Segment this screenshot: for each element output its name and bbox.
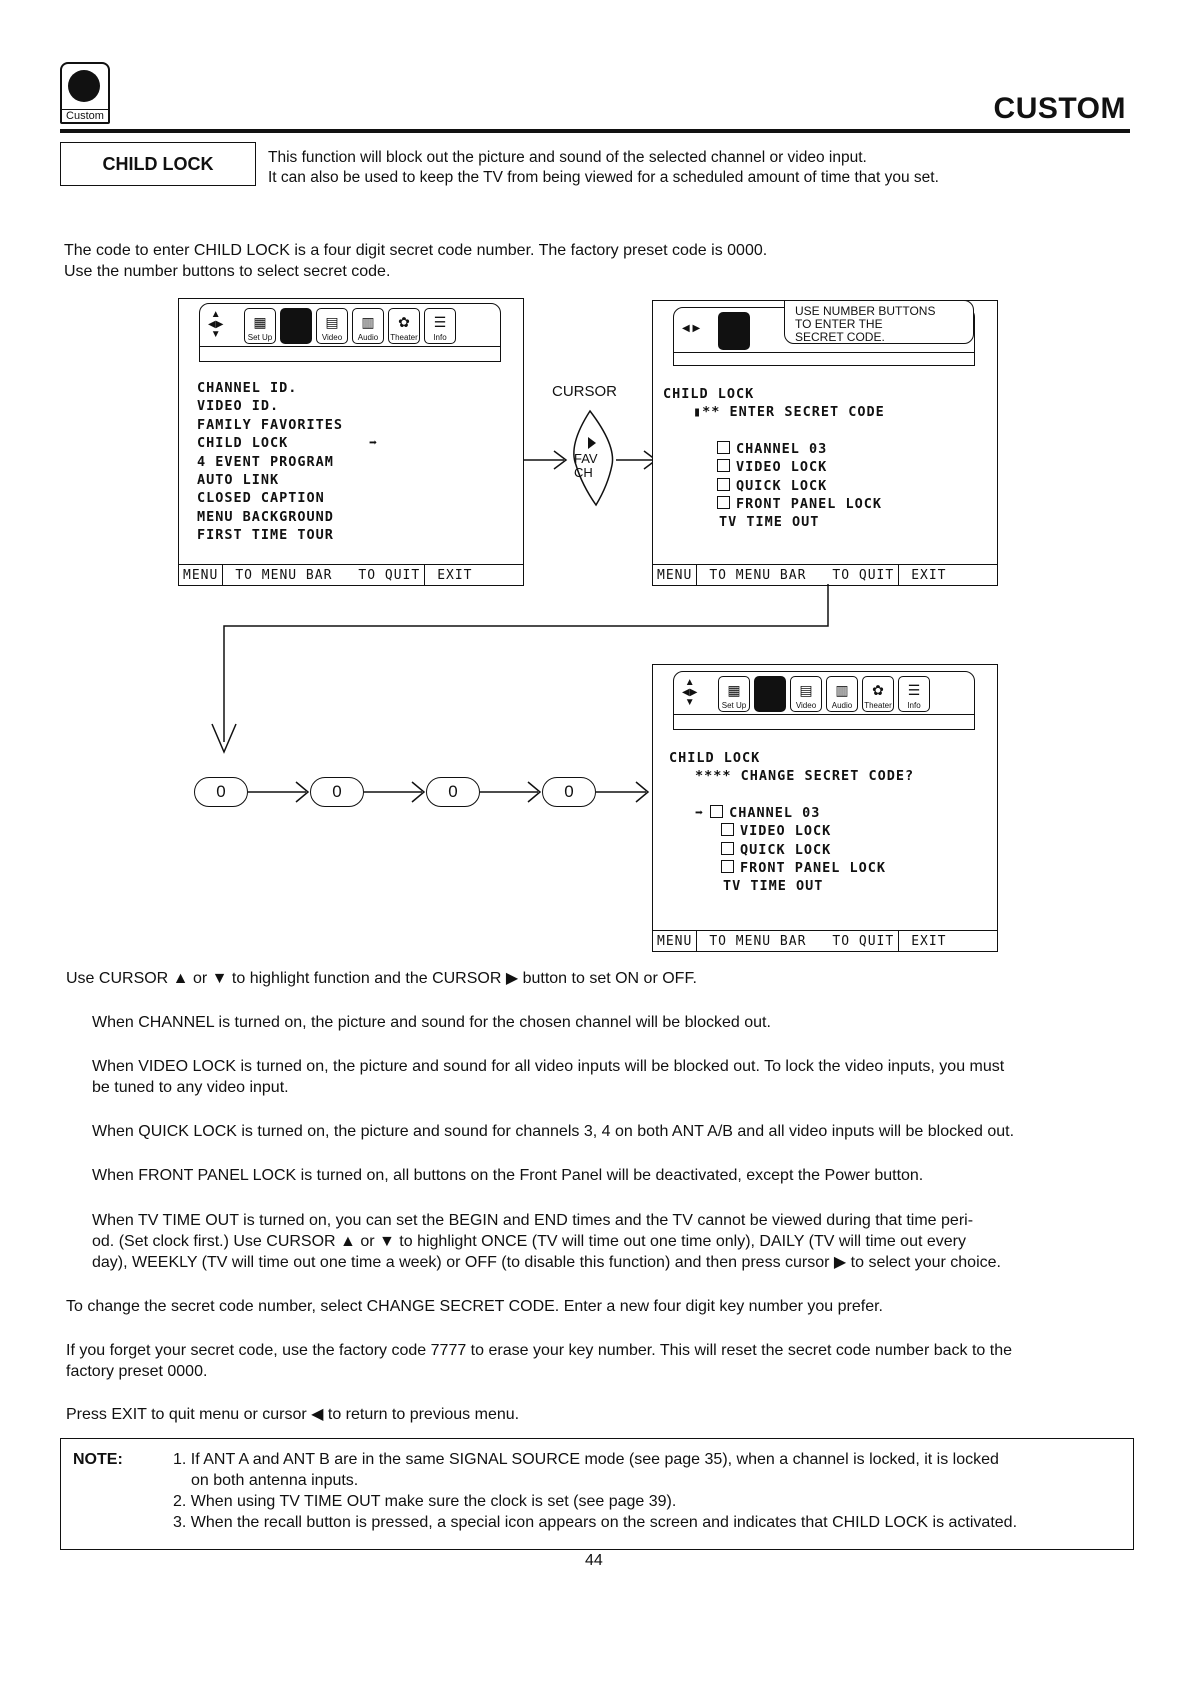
- info-tile-icon: ☰ Info: [898, 676, 930, 712]
- icon-bar-1: [199, 303, 501, 347]
- quick-lock-description: When QUICK LOCK is turned on, the picture and sound for channels 3, 4 on both ANT A/B and all video inputs will be blocked out.: [92, 1123, 1015, 1140]
- selection-pointer-icon: ➡: [695, 804, 705, 821]
- checkbox-icon: [721, 842, 734, 855]
- note-item-3: 3. When the recall button is pressed, a special icon appears on the screen and indicates that CHILD LOCK is activated.: [173, 1514, 1018, 1531]
- header-rule: [60, 129, 1130, 133]
- note-label: NOTE:: [73, 1451, 123, 1468]
- code-stars: **: [702, 404, 721, 421]
- code-entry-icon: ▮: [693, 404, 703, 421]
- checkbox-icon: [721, 860, 734, 873]
- menu-item-video-id[interactable]: VIDEO ID.: [197, 398, 280, 415]
- icon-bar-3: [673, 671, 975, 715]
- custom-tile-icon: [754, 676, 786, 712]
- screen-footer-1: [179, 564, 523, 585]
- video-tile-icon: ▤ Video: [790, 676, 822, 712]
- icon-bar-rule-3: [673, 715, 975, 730]
- exit-instruction: Press EXIT to quit menu or cursor ◀ to return to previous menu.: [66, 1406, 520, 1423]
- fav-label: FAV: [574, 451, 598, 466]
- banner-line-1: USE NUMBER BUTTONS: [795, 304, 936, 318]
- option-front-panel-lock[interactable]: FRONT PANEL LOCK: [663, 495, 885, 513]
- intro-line-2: It can also be used to keep the TV from being viewed for a scheduled amount of time that you set.: [268, 169, 939, 186]
- child-lock-change-list: [669, 749, 914, 896]
- video-tile-icon: ▤ Video: [316, 308, 348, 344]
- section-label-box: CHILD LOCK: [60, 142, 256, 186]
- option-tv-time-out[interactable]: TV TIME OUT: [719, 514, 820, 531]
- digit-arrows: [248, 770, 652, 814]
- fav-ch-label: [574, 452, 598, 480]
- footer-exit: EXIT: [911, 933, 947, 949]
- menu-item-family-favorites[interactable]: FAMILY FAVORITES: [197, 416, 344, 433]
- footer-to-quit: TO QUIT: [832, 933, 895, 949]
- selection-pointer-icon: ➡: [369, 435, 379, 452]
- menu-item-child-lock-row[interactable]: [197, 434, 379, 452]
- info-tile-icon: ☰ Info: [424, 308, 456, 344]
- screen-footer-3: [653, 930, 997, 951]
- checkbox-icon: [710, 805, 723, 818]
- cursor-instruction: Use CURSOR ▲ or ▼ to highlight function and the CURSOR ▶ button to set ON or OFF.: [66, 970, 697, 987]
- checkbox-icon: [717, 441, 730, 454]
- channel-description: When CHANNEL is turned on, the picture and sound for the chosen channel will be blocked out.: [92, 1014, 771, 1031]
- icon-bar-rule-2: [673, 351, 975, 366]
- code-digit-3: 0: [426, 777, 480, 807]
- footer-menu: MENU: [657, 567, 693, 583]
- footer-to-menu-bar: TO MENU BAR: [709, 933, 807, 949]
- checkbox-icon: [717, 459, 730, 472]
- custom-tile-icon-2: [718, 312, 750, 350]
- checkbox-icon: [717, 478, 730, 491]
- code-digit-2: 0: [310, 777, 364, 807]
- option-video-lock[interactable]: VIDEO LOCK: [669, 822, 914, 840]
- forget-code-line-1: If you forget your secret code, use the factory code 7777 to erase your key number. This will reset the secret code number back to the: [66, 1342, 1012, 1359]
- video-lock-line-1: When VIDEO LOCK is turned on, the picture and sound for all video inputs will be blocked out. To lock the video inputs, you must: [92, 1058, 1005, 1075]
- checkbox-icon: [721, 823, 734, 836]
- enter-code-row: [663, 403, 885, 421]
- option-quick-lock[interactable]: QUICK LOCK: [669, 841, 914, 859]
- setup-tile-icon: ▦ Set Up: [244, 308, 276, 344]
- icon-bar-2: [673, 304, 975, 353]
- tv-time-out-line-3: day), WEEKLY (TV will time out one time a week) or OFF (to disable this function) and then press cursor ▶ to select your choice.: [92, 1254, 1001, 1271]
- nav-arrows-icon: ▲ ◀▶ ▼: [682, 677, 698, 708]
- change-code-prompt: CHANGE SECRET CODE?: [740, 768, 915, 785]
- menu-item-closed-caption[interactable]: CLOSED CAPTION: [197, 490, 325, 507]
- note-item-1: 1. If ANT A and ANT B are in the same SIGNAL SOURCE mode (see page 35), when a channel is locked, it is locked: [173, 1451, 999, 1468]
- change-code-row[interactable]: [669, 767, 914, 785]
- tv-time-out-line-2: od. (Set clock first.) Use CURSOR ▲ or ▼ to highlight ONCE (TV will time out one time only), DAILY (TV will time out every: [92, 1233, 966, 1250]
- note-items: [173, 1449, 1017, 1533]
- tv-time-out-line-1: When TV TIME OUT is turned on, you can set the BEGIN and END times and the TV cannot be viewed during that time peri-: [92, 1212, 974, 1229]
- custom-menu-icon: [60, 62, 110, 124]
- code-intro-line-1: The code to enter CHILD LOCK is a four digit secret code number. The factory preset code is 0000.: [64, 242, 768, 259]
- code-digit-1: 0: [194, 777, 248, 807]
- banner-line-3: SECRET CODE.: [795, 330, 885, 344]
- note-item-1-cont: on both antenna inputs.: [191, 1472, 359, 1489]
- video-lock-description: [92, 1056, 1004, 1098]
- option-quick-lock[interactable]: QUICK LOCK: [663, 477, 885, 495]
- option-video-lock[interactable]: VIDEO LOCK: [663, 458, 885, 476]
- footer-exit: EXIT: [437, 567, 473, 583]
- intro-line-1: This function will block out the picture and sound of the selected channel or video input.: [268, 149, 867, 166]
- footer-menu: MENU: [657, 933, 693, 949]
- checkbox-icon: [717, 496, 730, 509]
- enter-code-prompt: ENTER SECRET CODE: [729, 404, 885, 421]
- forget-code-description: [66, 1340, 1012, 1382]
- code-intro: [64, 240, 767, 282]
- custom-tile-icon: [280, 308, 312, 344]
- child-lock-title: CHILD LOCK: [663, 386, 755, 402]
- menu-item-4-event-program[interactable]: 4 EVENT PROGRAM: [197, 453, 334, 470]
- page-title: CUSTOM: [993, 92, 1126, 125]
- code-intro-line-2: Use the number buttons to select secret code.: [64, 263, 391, 280]
- front-panel-description: When FRONT PANEL LOCK is turned on, all buttons on the Front Panel will be deactivated, except the Power button.: [92, 1167, 924, 1184]
- footer-to-menu-bar: TO MENU BAR: [235, 567, 333, 583]
- code-digit-4: 0: [542, 777, 596, 807]
- option-front-panel-lock[interactable]: FRONT PANEL LOCK: [669, 859, 914, 877]
- option-channel[interactable]: ➡ CHANNEL 03: [695, 804, 821, 821]
- left-right-arrows-icon: ◀ ▶: [682, 323, 701, 334]
- footer-to-quit: TO QUIT: [832, 567, 895, 583]
- custom-disc-icon: [68, 70, 100, 102]
- code-stars: ****: [695, 768, 732, 785]
- note-item-2: 2. When using TV TIME OUT make sure the clock is set (see page 39).: [173, 1493, 677, 1510]
- theater-tile-icon: ✿ Theater: [862, 676, 894, 712]
- custom-icon-caption: Custom: [62, 109, 108, 122]
- theater-tile-icon: ✿ Theater: [388, 308, 420, 344]
- banner-line-2: TO ENTER THE: [795, 317, 883, 331]
- custom-menu-list: [197, 379, 379, 545]
- child-lock-enter-list: [663, 385, 885, 532]
- cursor-label: CURSOR: [552, 383, 618, 400]
- footer-to-quit: TO QUIT: [358, 567, 421, 583]
- option-channel[interactable]: CHANNEL 03: [663, 440, 885, 458]
- menu-screen-1: [178, 298, 524, 586]
- menu-item-first-time-tour[interactable]: FIRST TIME TOUR: [197, 527, 334, 544]
- audio-tile-icon: ▥ Audio: [826, 676, 858, 712]
- child-lock-title: CHILD LOCK: [669, 750, 761, 766]
- audio-tile-icon: ▥ Audio: [352, 308, 384, 344]
- section-intro: [268, 148, 939, 188]
- icon-bar-rule: [199, 347, 501, 362]
- forget-code-line-2: factory preset 0000.: [66, 1363, 208, 1380]
- tv-time-out-description: [92, 1210, 1001, 1273]
- footer-exit: EXIT: [911, 567, 947, 583]
- note-box: [60, 1438, 1134, 1550]
- setup-tile-icon: ▦ Set Up: [718, 676, 750, 712]
- code-banner: [784, 300, 974, 344]
- footer-menu: MENU: [183, 567, 219, 583]
- nav-arrows-icon: ▲ ◀▶ ▼: [208, 309, 224, 340]
- option-tv-time-out[interactable]: TV TIME OUT: [723, 878, 824, 895]
- video-lock-line-2: be tuned to any video input.: [92, 1079, 289, 1096]
- menu-screen-2: [652, 300, 998, 586]
- menu-item-menu-background[interactable]: MENU BACKGROUND: [197, 508, 334, 525]
- menu-item-channel-id[interactable]: CHANNEL ID.: [197, 380, 298, 396]
- menu-item-child-lock: CHILD LOCK: [197, 435, 289, 452]
- menu-screen-3: [652, 664, 998, 952]
- ch-label: CH: [574, 465, 593, 480]
- screen-footer-2: [653, 564, 997, 585]
- page-number: 44: [585, 1552, 603, 1569]
- change-code-description: To change the secret code number, select CHANGE SECRET CODE. Enter a new four digit key number you prefer.: [66, 1298, 883, 1315]
- footer-to-menu-bar: TO MENU BAR: [709, 567, 807, 583]
- menu-item-auto-link[interactable]: AUTO LINK: [197, 472, 280, 489]
